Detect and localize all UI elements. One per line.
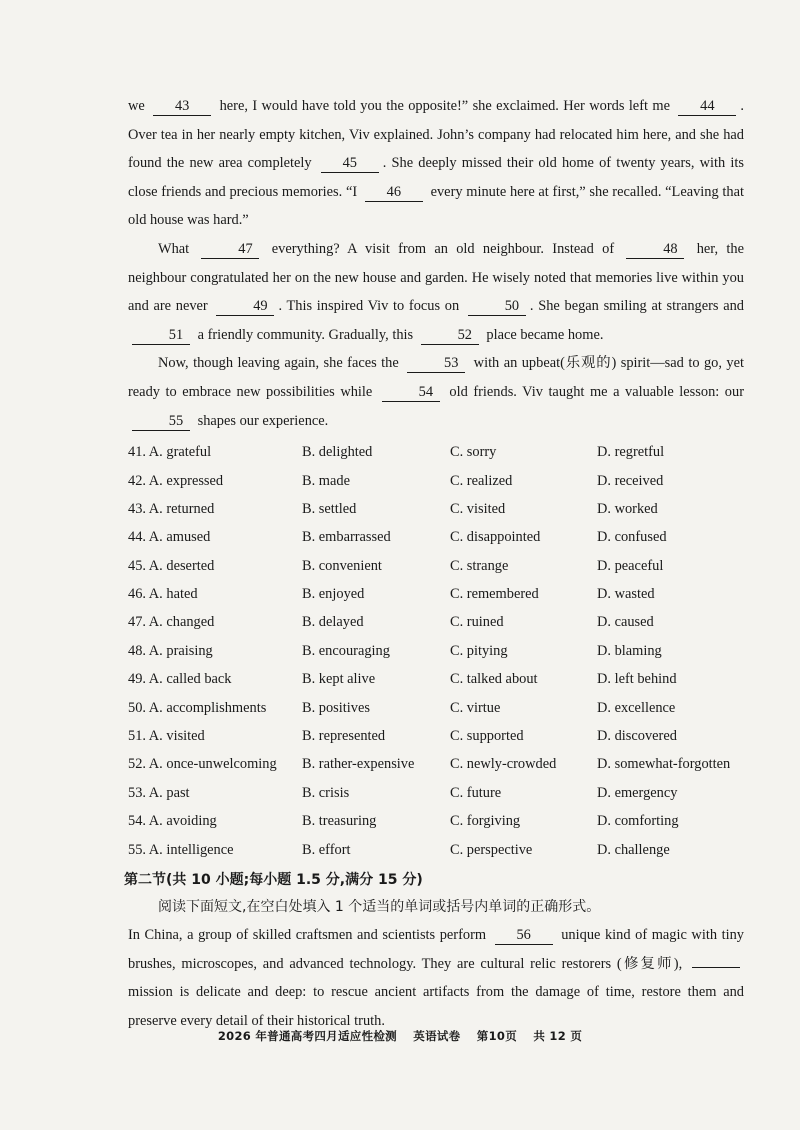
option-c: C. pitying [450, 642, 508, 659]
option-d: D. somewhat-forgotten [597, 756, 731, 773]
answer-options [128, 438, 744, 864]
text-segment: . Over tea in her nearly empty kitchen, Viv explained. John’s company had relocated him here, and she had found the new area completely [128, 98, 744, 172]
option-b: B. rather-expensive [302, 756, 415, 773]
option-d: D. received [597, 472, 664, 489]
option-row-46 [128, 580, 744, 608]
page-footer [0, 1028, 800, 1044]
blank-53: 53 [407, 355, 465, 373]
option-a: 50. A. accomplishments [128, 699, 267, 716]
option-a: 55. A. intelligence [128, 841, 234, 858]
option-b: B. kept alive [302, 671, 376, 688]
option-a: 48. A. praising [128, 642, 213, 659]
text-segment: . She deeply missed their old home of twenty years, with its close friends and precious memories. “I [128, 155, 744, 200]
option-c: C. supported [450, 728, 524, 745]
option-c: C. strange [450, 557, 509, 574]
option-row-50 [128, 694, 744, 722]
option-b: B. treasuring [302, 813, 377, 830]
text-segment: we [128, 98, 145, 114]
text-segment: everything? A visit from an old neighbour. Instead of [271, 240, 615, 257]
blank-49: 49 [216, 298, 274, 316]
option-a: 45. A. deserted [128, 557, 215, 574]
option-row-44 [128, 523, 744, 551]
option-b: B. convenient [302, 557, 382, 574]
option-b: B. enjoyed [302, 586, 365, 603]
blank-56: 56 [495, 927, 553, 945]
option-d: D. discovered [597, 728, 677, 745]
option-c: C. forgiving [450, 813, 521, 830]
blank-47: 47 [201, 241, 259, 259]
option-b: B. crisis [302, 784, 350, 801]
option-c: C. future [450, 784, 502, 801]
option-a: 54. A. avoiding [128, 813, 217, 830]
text-segment: In China, a group of skilled craftsmen and scientists perform [128, 926, 487, 943]
option-d: D. worked [597, 500, 658, 517]
text-segment: with an upbeat(乐观的) spirit—sad to go, yet ready to embrace new possibilities while [128, 355, 744, 400]
option-a: 51. A. visited [128, 728, 205, 745]
page-number: 第10页 [476, 1029, 517, 1043]
option-b: B. positives [302, 699, 370, 716]
option-d: D. challenge [597, 841, 670, 858]
option-c: C. talked about [450, 671, 538, 688]
option-row-54 [128, 807, 744, 835]
subject-name: 英语试卷 [413, 1029, 461, 1043]
text-segment: her, the neighbour congratulated her on the new house and garden. He wisely noted that memories live within you and are never [128, 240, 744, 315]
text-segment: old friends. Viv taught me a valuable lesson: our [449, 383, 744, 400]
option-d: D. wasted [597, 586, 655, 603]
blank-43: 43 [153, 98, 211, 116]
option-a: 44. A. amused [128, 529, 211, 546]
blank-46: 46 [365, 184, 423, 202]
option-a: 46. A. hated [128, 586, 198, 603]
text-segment: mission is delicate and deep: to rescue ancient artifacts from the damage of time, restore them and preserve every detail of their historical truth. [128, 984, 744, 1029]
exam-title: 2026 年普通高考四月适应性检测 [217, 1029, 397, 1043]
option-c: C. visited [450, 500, 506, 517]
option-c: C. remembered [450, 586, 539, 603]
option-row-51 [128, 722, 744, 750]
paragraph-1 [128, 92, 744, 235]
option-a: 43. A. returned [128, 500, 215, 517]
option-a: 53. A. past [128, 784, 190, 801]
option-row-48 [128, 637, 744, 665]
option-d: D. left behind [597, 671, 677, 688]
blank-55: 55 [132, 413, 190, 431]
option-a: 52. A. once-unwelcoming [128, 756, 277, 773]
option-b: B. effort [302, 841, 351, 858]
text-segment: shapes our experience. [197, 412, 329, 429]
option-a: 42. A. expressed [128, 472, 224, 489]
text-segment: . This inspired Viv to focus on [278, 298, 460, 315]
option-d: D. confused [597, 529, 667, 546]
option-row-42 [128, 467, 744, 495]
option-b: B. delayed [302, 614, 364, 631]
option-d: D. blaming [597, 642, 662, 659]
option-b: B. embarrassed [302, 529, 391, 546]
option-d: D. emergency [597, 784, 678, 801]
page-total: 共 12 页 [533, 1029, 583, 1043]
option-a: 49. A. called back [128, 671, 232, 688]
option-row-41 [128, 438, 744, 466]
text-segment: a friendly community. Gradually, this [197, 326, 414, 343]
option-c: C. disappointed [450, 529, 541, 546]
cloze-passage [128, 92, 744, 435]
option-d: D. caused [597, 614, 654, 631]
option-d: D. peaceful [597, 557, 664, 574]
option-b: B. encouraging [302, 642, 390, 659]
option-c: C. sorry [450, 444, 497, 461]
section-heading: 第二节(共 10 小题;每小题 1.5 分,满分 15 分) [124, 871, 423, 888]
blank-54: 54 [382, 384, 440, 402]
paragraph-2 [128, 235, 744, 349]
option-row-43 [128, 495, 744, 523]
blank-44: 44 [678, 98, 736, 116]
blank-57 [692, 967, 740, 968]
option-row-52 [128, 750, 744, 778]
text-segment: place became home. [486, 326, 604, 343]
option-row-53 [128, 779, 744, 807]
option-b: B. delighted [302, 444, 373, 461]
paragraph-3 [128, 349, 744, 435]
text-segment: . She began smiling at strangers and [529, 298, 744, 315]
option-row-55 [128, 836, 744, 864]
option-row-49 [128, 665, 744, 693]
blank-45: 45 [321, 155, 379, 173]
option-c: C. virtue [450, 699, 501, 716]
option-c: C. realized [450, 472, 513, 489]
blank-51: 51 [132, 327, 190, 345]
text-segment: here, I would have told you the opposite!” she exclaimed. Her words left me [219, 98, 670, 114]
option-a: 41. A. grateful [128, 444, 212, 461]
option-row-47 [128, 608, 744, 636]
fill-in-passage [128, 921, 744, 1035]
blank-52: 52 [421, 327, 479, 345]
text-segment: What [158, 240, 190, 257]
text-segment: Now, though leaving again, she faces the [158, 355, 399, 372]
option-b: B. represented [302, 728, 386, 745]
blank-50: 50 [468, 298, 526, 316]
option-c: C. ruined [450, 614, 504, 631]
option-a: 47. A. changed [128, 614, 215, 631]
option-d: D. regretful [597, 444, 665, 461]
option-b: B. settled [302, 500, 357, 517]
option-d: D. excellence [597, 699, 676, 716]
text-segment: every minute here at first,” she recalled. “Leaving that old house was hard.” [128, 183, 744, 229]
option-c: C. newly-crowded [450, 756, 557, 773]
option-c: C. perspective [450, 841, 533, 858]
option-b: B. made [302, 472, 350, 489]
paragraph-4 [128, 921, 744, 1035]
option-d: D. comforting [597, 813, 679, 830]
section-instruction: 阅读下面短文,在空白处填入 1 个适当的单词或括号内单词的正确形式。 [158, 898, 601, 915]
option-row-45 [128, 552, 744, 580]
text-segment: unique kind of magic with tiny brushes, microscopes, and advanced technology. They are cultural relic restorers (修复师), [128, 926, 744, 972]
blank-48: 48 [626, 241, 684, 259]
